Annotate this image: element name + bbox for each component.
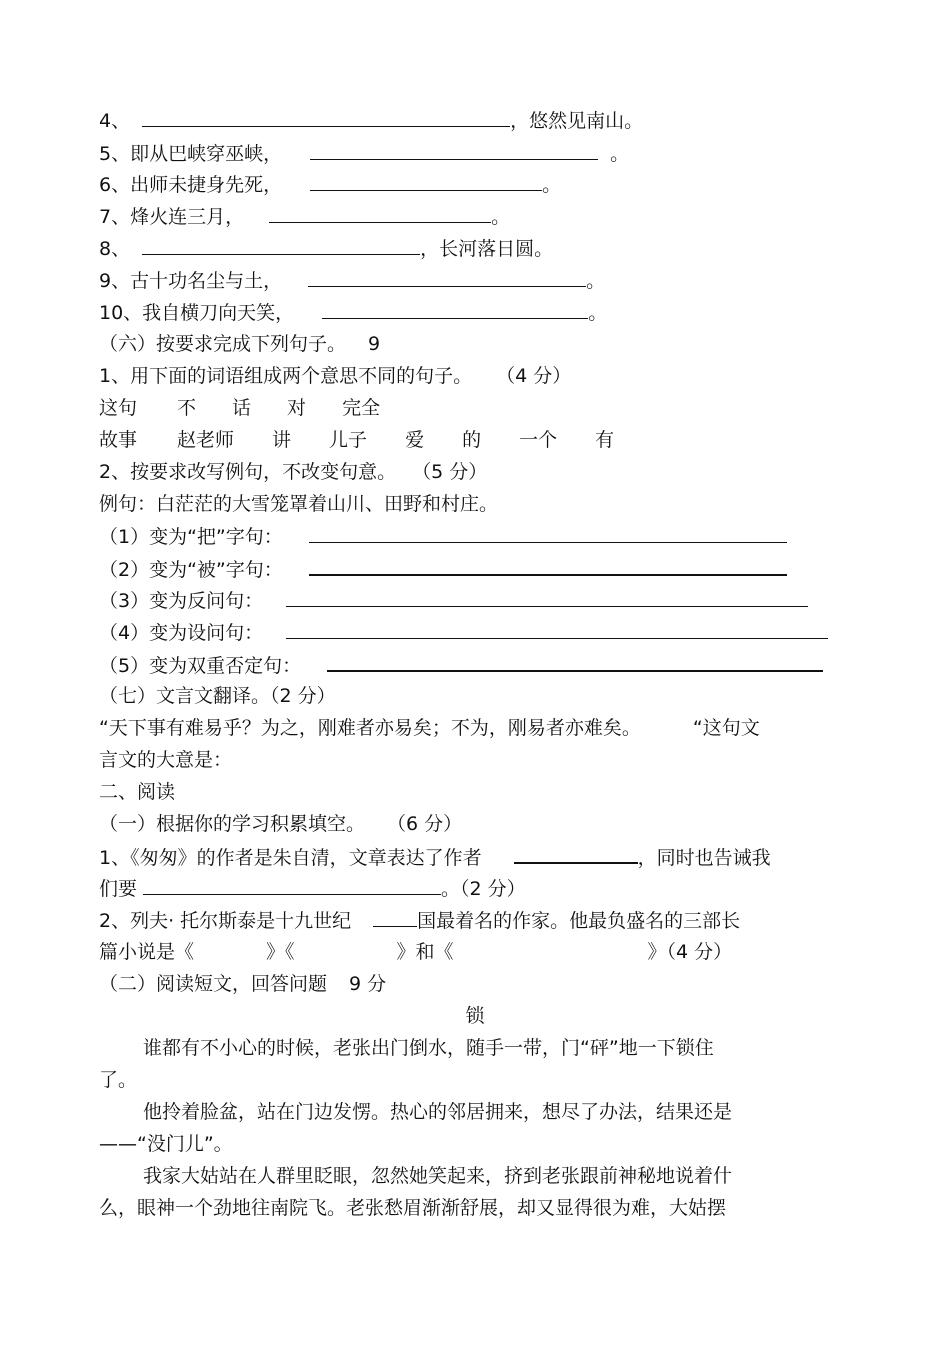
poem-text: 。 xyxy=(588,302,608,324)
poem-text: 6、出师未捷身先死， xyxy=(99,174,283,196)
reading-q2-line2 xyxy=(99,940,732,964)
classical-prompt: 言文的大意是： xyxy=(99,749,233,771)
sub-question: （4）变为设问句： xyxy=(99,622,264,644)
question-text: 。（2 分） xyxy=(441,878,526,900)
answer-blank[interactable] xyxy=(310,141,598,160)
heading-text: （二）阅读短文，回答问题 xyxy=(99,973,328,995)
answer-blank[interactable] xyxy=(327,652,823,672)
rewrite-2 xyxy=(99,556,787,582)
poem-text: 7、烽火连三月， xyxy=(99,206,245,228)
reading-part-1 xyxy=(99,812,462,836)
answer-blank[interactable] xyxy=(143,876,441,895)
poem-line-10 xyxy=(99,300,607,325)
word-row-2 xyxy=(99,428,614,452)
classical-text: “天下事有难易乎？为之，刚难者亦易矣；不为，刚易者亦难矣。 xyxy=(99,717,641,739)
reading-q1-line2 xyxy=(99,876,526,901)
question-text: 》和《 xyxy=(396,941,454,963)
word: 一个 xyxy=(519,429,558,451)
word: 讲 xyxy=(272,429,292,451)
rewrite-1 xyxy=(99,524,787,549)
points: 9 分 xyxy=(349,973,387,995)
rewrite-4 xyxy=(99,620,828,645)
rewrite-3 xyxy=(99,588,808,613)
poem-text: 9、古十功名尘与土， xyxy=(99,270,283,292)
answer-blank[interactable] xyxy=(308,268,586,287)
poem-line-8 xyxy=(99,236,553,261)
section-6-heading xyxy=(99,332,380,356)
story-paragraph-3-cont: 么，眼神一个劲地往南院飞。老张愁眉渐渐舒展，却又显得很为难，大姑摆 xyxy=(99,1197,727,1219)
reading-q1-line1 xyxy=(99,844,771,870)
word: 不 xyxy=(177,397,197,419)
poem-line-5 xyxy=(99,141,629,166)
question-text: 国最着名的作家。他最负盛名的三部长 xyxy=(417,910,741,932)
poem-line-4 xyxy=(99,108,643,133)
answer-blank[interactable] xyxy=(309,524,787,543)
s6-question-2 xyxy=(99,460,487,484)
answer-blank[interactable] xyxy=(142,108,510,127)
poem-text: 。 xyxy=(610,143,630,165)
story-paragraph-2-cont: ——“没门儿”。 xyxy=(99,1133,233,1155)
poem-line-7 xyxy=(99,204,510,229)
poem-text: ，长河落日圆。 xyxy=(420,238,554,260)
question-text: 1、用下面的词语组成两个意思不同的句子。 xyxy=(99,365,473,387)
question-text: 篇小说是《 xyxy=(99,941,195,963)
heading-text: （六）按要求完成下列句子。 xyxy=(99,333,347,355)
question-number: 4、 xyxy=(99,110,131,132)
poem-text: 。 xyxy=(542,174,562,196)
sub-question: （5）变为双重否定句： xyxy=(99,655,302,677)
points: （6 分） xyxy=(387,813,463,835)
rewrite-5 xyxy=(99,652,823,678)
reading-part-2 xyxy=(99,972,386,996)
poem-text: 。 xyxy=(491,206,511,228)
answer-blank[interactable] xyxy=(142,236,420,255)
example-sentence: 例句：白茫茫的大雪笼罩着山川、田野和村庄。 xyxy=(99,493,499,515)
poem-text: ，悠然见南山。 xyxy=(510,110,644,132)
section-7-heading: （七）文言文翻译。（2 分） xyxy=(99,685,336,707)
points: 9 xyxy=(368,333,381,355)
story-paragraph-1-cont: 了。 xyxy=(99,1069,138,1091)
story-title: 锁 xyxy=(465,1005,485,1027)
question-text: 1、《匆匆》的作者是朱自清，文章表达了作者 xyxy=(99,847,482,869)
answer-blank[interactable] xyxy=(310,172,542,191)
answer-blank[interactable] xyxy=(309,556,787,576)
question-text: 2、按要求改写例句，不改变句意。 xyxy=(99,461,397,483)
sub-question: （2）变为“被”字句： xyxy=(99,559,283,581)
word: 完全 xyxy=(342,397,381,419)
poem-text: 5、即从巴峡穿巫峡， xyxy=(99,143,283,165)
points: （5 分） xyxy=(412,461,488,483)
question-text: 》（4 分） xyxy=(647,941,733,963)
story-paragraph-3: 我家大姑站在人群里眨眼，忽然她笑起来，挤到老张跟前神秘地说着什 xyxy=(143,1165,733,1187)
word: 这句 xyxy=(99,397,138,419)
answer-blank[interactable] xyxy=(322,300,588,319)
word: 的 xyxy=(462,429,482,451)
word: 赵老师 xyxy=(177,429,235,451)
story-paragraph-1: 谁都有不小心的时候，老张出门倒水，随手一带，门“砰”地一下锁住 xyxy=(143,1037,714,1059)
poem-line-6 xyxy=(99,172,561,197)
story-paragraph-2: 他拎着脸盆，站在门边发愣。热心的邻居拥来，想尽了办法，结果还是 xyxy=(143,1101,733,1123)
poem-text: 。 xyxy=(586,270,606,292)
classical-text: “这句文 xyxy=(692,717,760,739)
reading-q2-line1 xyxy=(99,908,740,933)
word: 有 xyxy=(595,429,615,451)
classical-sentence xyxy=(99,716,760,740)
question-text: 2、列夫· 托尔斯泰是十九世纪 xyxy=(99,910,352,932)
word: 对 xyxy=(287,397,307,419)
answer-blank[interactable] xyxy=(286,620,828,639)
poem-text: 10、我自横刀向天笑， xyxy=(99,302,295,324)
word: 故事 xyxy=(99,429,138,451)
poem-line-9 xyxy=(99,268,605,293)
reading-heading: 二、阅读 xyxy=(99,781,176,803)
sub-question: （1）变为“把”字句： xyxy=(99,526,283,548)
question-text: ，同时也告诫我 xyxy=(637,847,771,869)
points: （4 分） xyxy=(496,365,572,387)
word: 儿子 xyxy=(329,429,368,451)
answer-blank[interactable] xyxy=(373,908,417,927)
question-text: 》《 xyxy=(266,941,295,963)
answer-blank[interactable] xyxy=(286,588,808,607)
heading-text: （一）根据你的学习积累填空。 xyxy=(99,813,366,835)
question-text: 们要 xyxy=(99,878,138,900)
word-row-1 xyxy=(99,396,380,420)
answer-blank[interactable] xyxy=(514,844,638,864)
sub-question: （3）变为反问句： xyxy=(99,590,264,612)
question-number: 8、 xyxy=(99,238,131,260)
word: 爱 xyxy=(405,429,425,451)
s6-question-1 xyxy=(99,364,571,388)
word: 话 xyxy=(232,397,252,419)
answer-blank[interactable] xyxy=(269,204,491,223)
